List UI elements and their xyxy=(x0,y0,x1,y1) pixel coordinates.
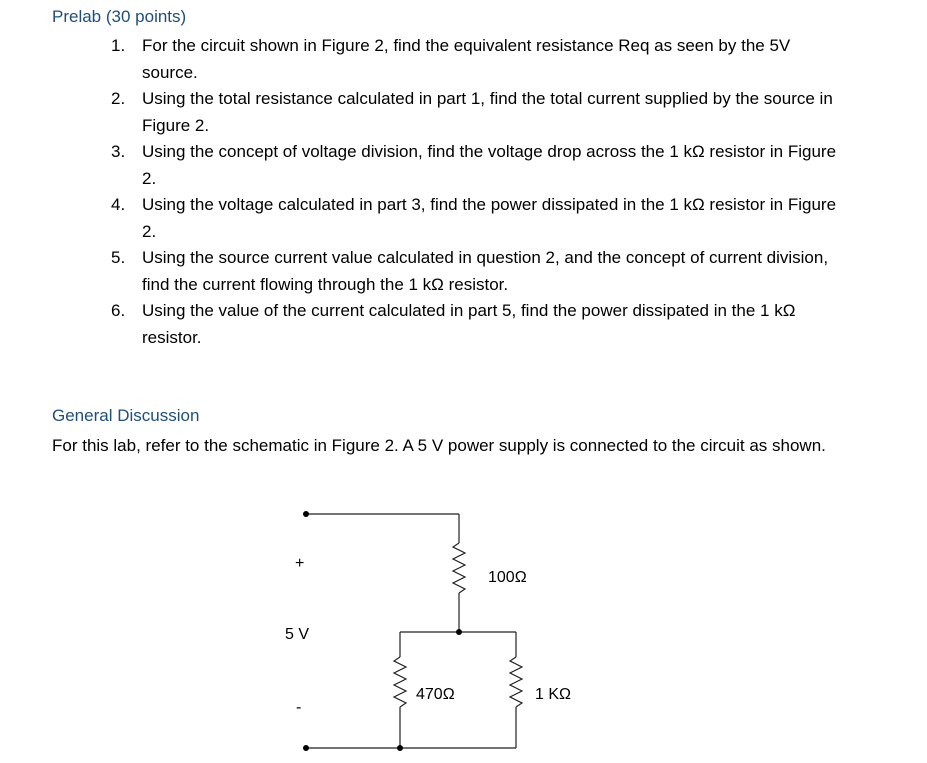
minus-label: - xyxy=(296,699,302,716)
item-text: For the circuit shown in Figure 2, find the equivalent resistance Req as seen by the 5V source. xyxy=(142,36,791,82)
item-number: 1. xyxy=(111,36,126,55)
item-text: Using the total resistance calculated in part 1, find the total current supplied by the source in Figure 2. xyxy=(142,89,833,135)
plus-label: + xyxy=(295,555,305,572)
resistor-470-symbol xyxy=(394,657,406,707)
item-text: Using the voltage calculated in part 3, find the power dissipated in the 1 kΩ resistor in Figure 2. xyxy=(142,195,837,241)
resistor-100-label: 100Ω xyxy=(488,569,527,586)
resistor-1k-label: 1 KΩ xyxy=(535,686,571,703)
resistor-470-label: 470Ω xyxy=(416,686,455,703)
resistor-1k-symbol xyxy=(510,657,522,707)
prelab-heading: Prelab (30 points) xyxy=(52,7,187,26)
resistor-100-symbol xyxy=(453,543,465,593)
terminal-node xyxy=(303,511,309,517)
item-text: Using the source current value calculated in question 2, and the concept of current division, find the current flowing through the 1 kΩ resistor. xyxy=(142,248,829,294)
source-voltage-label: 5 V xyxy=(285,626,310,643)
item-number: 2. xyxy=(111,89,126,108)
junction-node xyxy=(456,629,462,635)
item-number: 4. xyxy=(111,195,126,214)
item-number: 6. xyxy=(111,301,126,320)
discussion-paragraph: For this lab, refer to the schematic in Figure 2. A 5 V power supply is connected to the circuit as shown. xyxy=(52,436,826,455)
junction-node xyxy=(397,745,403,751)
item-number: 5. xyxy=(111,248,126,267)
discussion-heading: General Discussion xyxy=(52,406,200,425)
item-number: 3. xyxy=(111,142,126,161)
item-text: Using the concept of voltage division, find the voltage drop across the 1 kΩ resistor in Figure 2. xyxy=(142,142,837,188)
item-text: Using the value of the current calculated in part 5, find the power dissipated in the 1 kΩ resistor. xyxy=(142,301,796,347)
terminal-node xyxy=(303,745,309,751)
